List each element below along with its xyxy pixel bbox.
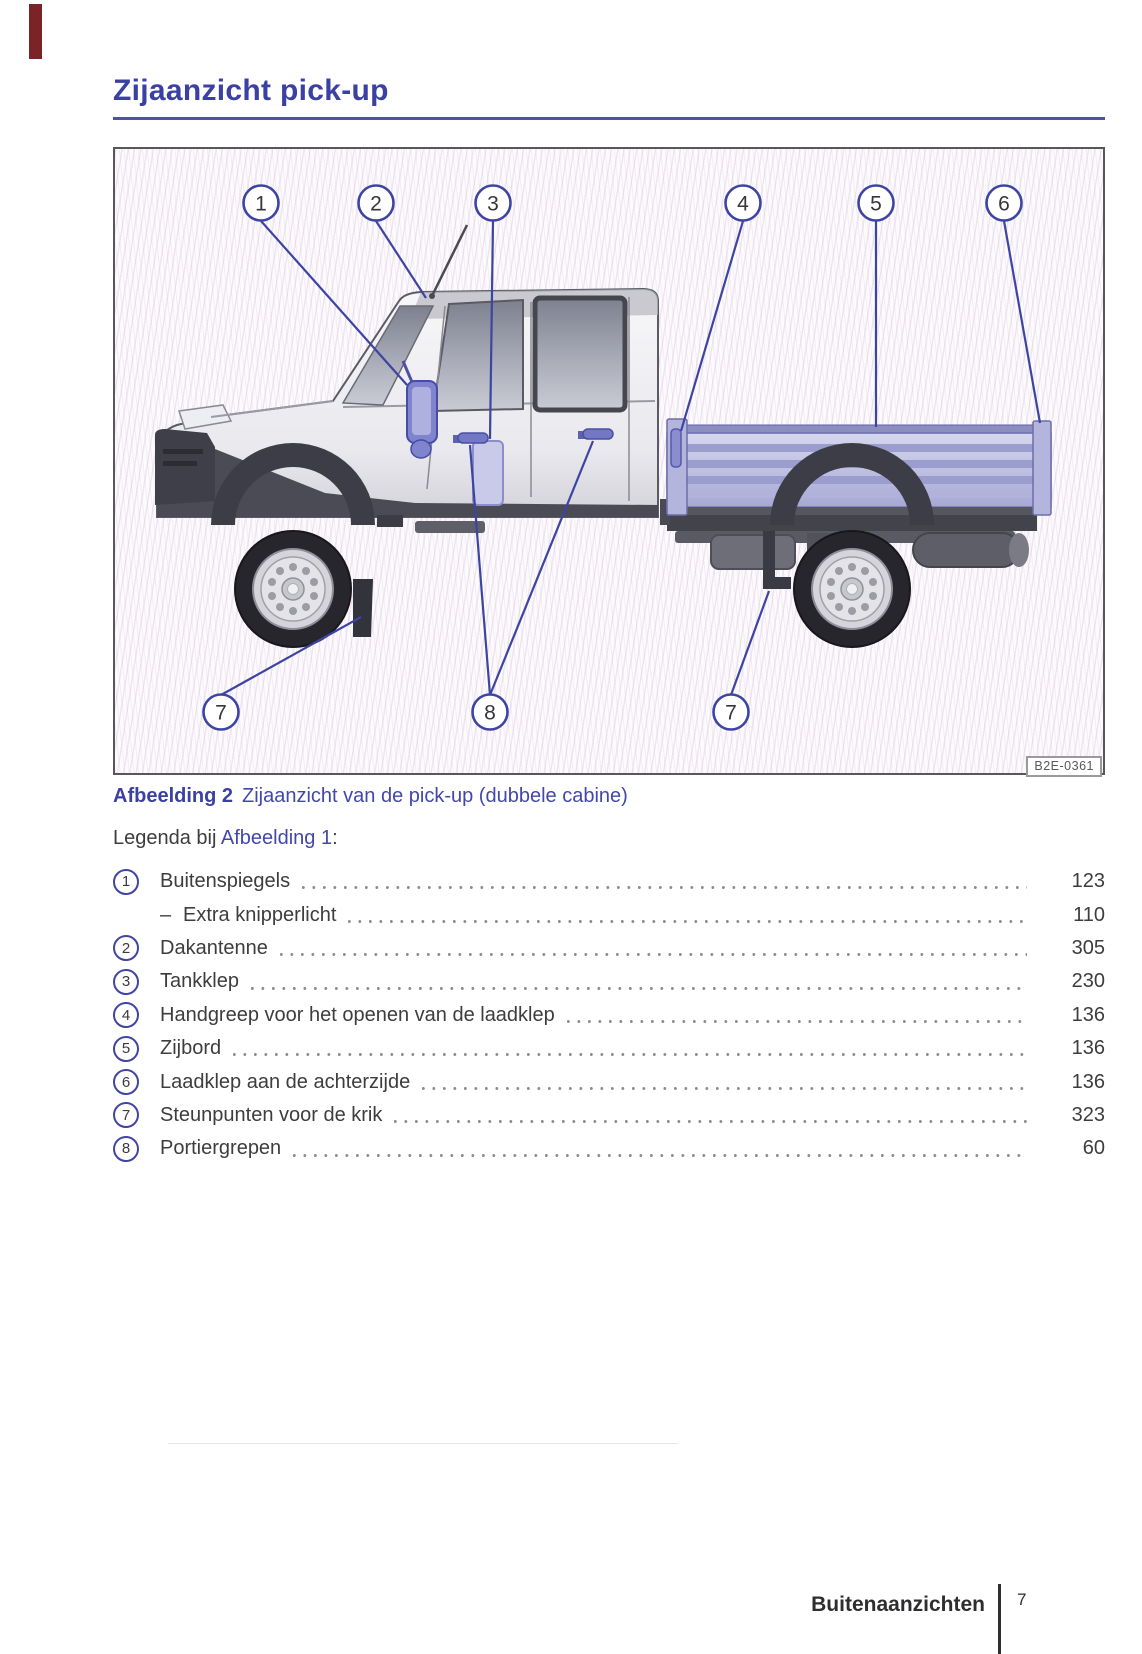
legend-dotted-leader (251, 965, 1027, 998)
legend-item-number: 2 (121, 939, 131, 957)
legend-item-number-badge (113, 1102, 139, 1128)
figure-code-badge: B2E-0361 (1026, 756, 1102, 777)
callout-5-label: 5 (870, 192, 882, 216)
legend-item-number: 8 (121, 1140, 131, 1158)
legend-intro (113, 827, 338, 850)
legend-item-label: Laadklep aan de achterzijde (160, 1070, 411, 1093)
pickup-side-view-illustration (115, 149, 1103, 773)
legend-row (113, 1099, 1105, 1132)
legend-item-page-ref: 230 (1071, 970, 1105, 993)
legend-item-number: 4 (121, 1006, 131, 1024)
legend-item-page-ref: 136 (1071, 1037, 1105, 1060)
legend-row (113, 999, 1105, 1032)
callout-2 (359, 186, 394, 221)
callout-4 (726, 186, 761, 221)
cab (155, 225, 658, 637)
legend-item-number: 7 (121, 1106, 131, 1124)
legend-item-number: 1 (121, 873, 131, 891)
figure-caption (113, 785, 628, 808)
legend-item-label: Dakantenne (160, 936, 268, 959)
callout-5 (859, 186, 894, 221)
legend-dotted-leader (348, 898, 1027, 931)
legend-item-page-ref: 136 (1071, 1070, 1105, 1093)
legend-item-page-ref: 60 (1082, 1137, 1105, 1160)
legend-row (113, 1132, 1105, 1165)
legend-item-label: Buitenspiegels (160, 870, 291, 893)
callout-7-front-label: 7 (215, 701, 227, 725)
legend-item-number-badge (113, 969, 139, 995)
callout-6 (987, 186, 1022, 221)
page-edge-mark (29, 4, 42, 59)
tailgate-handle (671, 429, 681, 467)
truck (155, 225, 1051, 647)
front-door-window (433, 300, 523, 411)
fuel-flap (473, 441, 503, 505)
callout-3 (476, 186, 511, 221)
legend-item-number-badge (113, 1036, 139, 1062)
legend-item-page-ref: 136 (1071, 1003, 1105, 1026)
legend-item-page-ref: 323 (1071, 1103, 1105, 1126)
rear-wheel (794, 531, 910, 647)
legend-dotted-leader (280, 932, 1027, 965)
footer-divider (998, 1584, 1001, 1654)
callout-4-label: 4 (737, 192, 749, 216)
legend-item-number: 5 (121, 1040, 131, 1058)
legend-row (113, 1032, 1105, 1065)
legend-item-label: Tankklep (160, 970, 239, 993)
callout-7-front (204, 695, 239, 730)
footer-section-title: Buitenaanzichten (811, 1593, 985, 1616)
figure-caption-text: Zijaanzicht van de pick-up (dubbele cabine) (242, 785, 628, 807)
legend-row (113, 898, 1105, 931)
page-footer (113, 1584, 1105, 1654)
legend-item-number: 6 (121, 1073, 131, 1091)
legend-intro-prefix: Legenda bij (113, 827, 217, 849)
page-title: Zijaanzicht pick-up (113, 74, 1105, 120)
bed-top-rail (667, 425, 1051, 433)
callout-7-rear-label: 7 (725, 701, 737, 725)
callout-8-label: 8 (484, 701, 496, 725)
legend-item-number-badge (113, 935, 139, 961)
legend-item-label: Portiergrepen (160, 1137, 282, 1160)
legend-item-number-badge (113, 869, 139, 895)
figure-frame (113, 147, 1105, 775)
callout-2-label: 2 (370, 192, 382, 216)
legend-dotted-leader (293, 1132, 1027, 1165)
legend-list (113, 865, 1105, 1166)
callout-8 (473, 695, 508, 730)
legend-intro-suffix: : (332, 827, 338, 849)
legend-intro-xref: Afbeelding 1 (220, 827, 333, 849)
legend-item-label: Extra knipperlicht (183, 903, 337, 926)
rear-door-window (535, 298, 625, 410)
figure-caption-label: Afbeelding 2 (113, 785, 234, 807)
legend-item-page-ref: 123 (1071, 870, 1105, 893)
legend-item-page-ref: 305 (1071, 936, 1105, 959)
legend-item-label: Zijbord (160, 1037, 222, 1060)
callout-1-label: 1 (255, 192, 267, 216)
legend-dotted-leader (233, 1032, 1027, 1065)
callout-3-label: 3 (487, 192, 499, 216)
callout-6-label: 6 (998, 192, 1010, 216)
legend-item-number: 3 (121, 973, 131, 991)
legend-dotted-leader (302, 865, 1027, 898)
legend-dotted-leader (567, 999, 1027, 1032)
callout-1 (244, 186, 279, 221)
legend-row (113, 1065, 1105, 1098)
page-content (113, 0, 1105, 1654)
legend-item-page-ref: 110 (1073, 903, 1105, 926)
scan-artifact-line (168, 1443, 678, 1444)
legend-item-dash: – (160, 903, 172, 926)
callout-7-rear (714, 695, 749, 730)
legend-dotted-leader (394, 1099, 1027, 1132)
legend-dotted-leader (422, 1065, 1027, 1098)
front-mudflap (353, 579, 373, 637)
front-bumper (155, 429, 215, 505)
legend-row (113, 932, 1105, 965)
legend-item-number-badge (113, 1069, 139, 1095)
legend-row (113, 865, 1105, 898)
front-wheel (235, 531, 351, 647)
footer-page-number: 7 (1017, 1590, 1027, 1609)
roof-antenna (429, 225, 467, 299)
legend-item-label: Steunpunten voor de krik (160, 1103, 383, 1126)
legend-item-number-badge (113, 1136, 139, 1162)
legend-row (113, 965, 1105, 998)
rear-tailgate (1033, 421, 1051, 515)
legend-item-number-badge (113, 1002, 139, 1028)
legend-item-label: Handgreep voor het openen van de laadklep (160, 1003, 555, 1026)
